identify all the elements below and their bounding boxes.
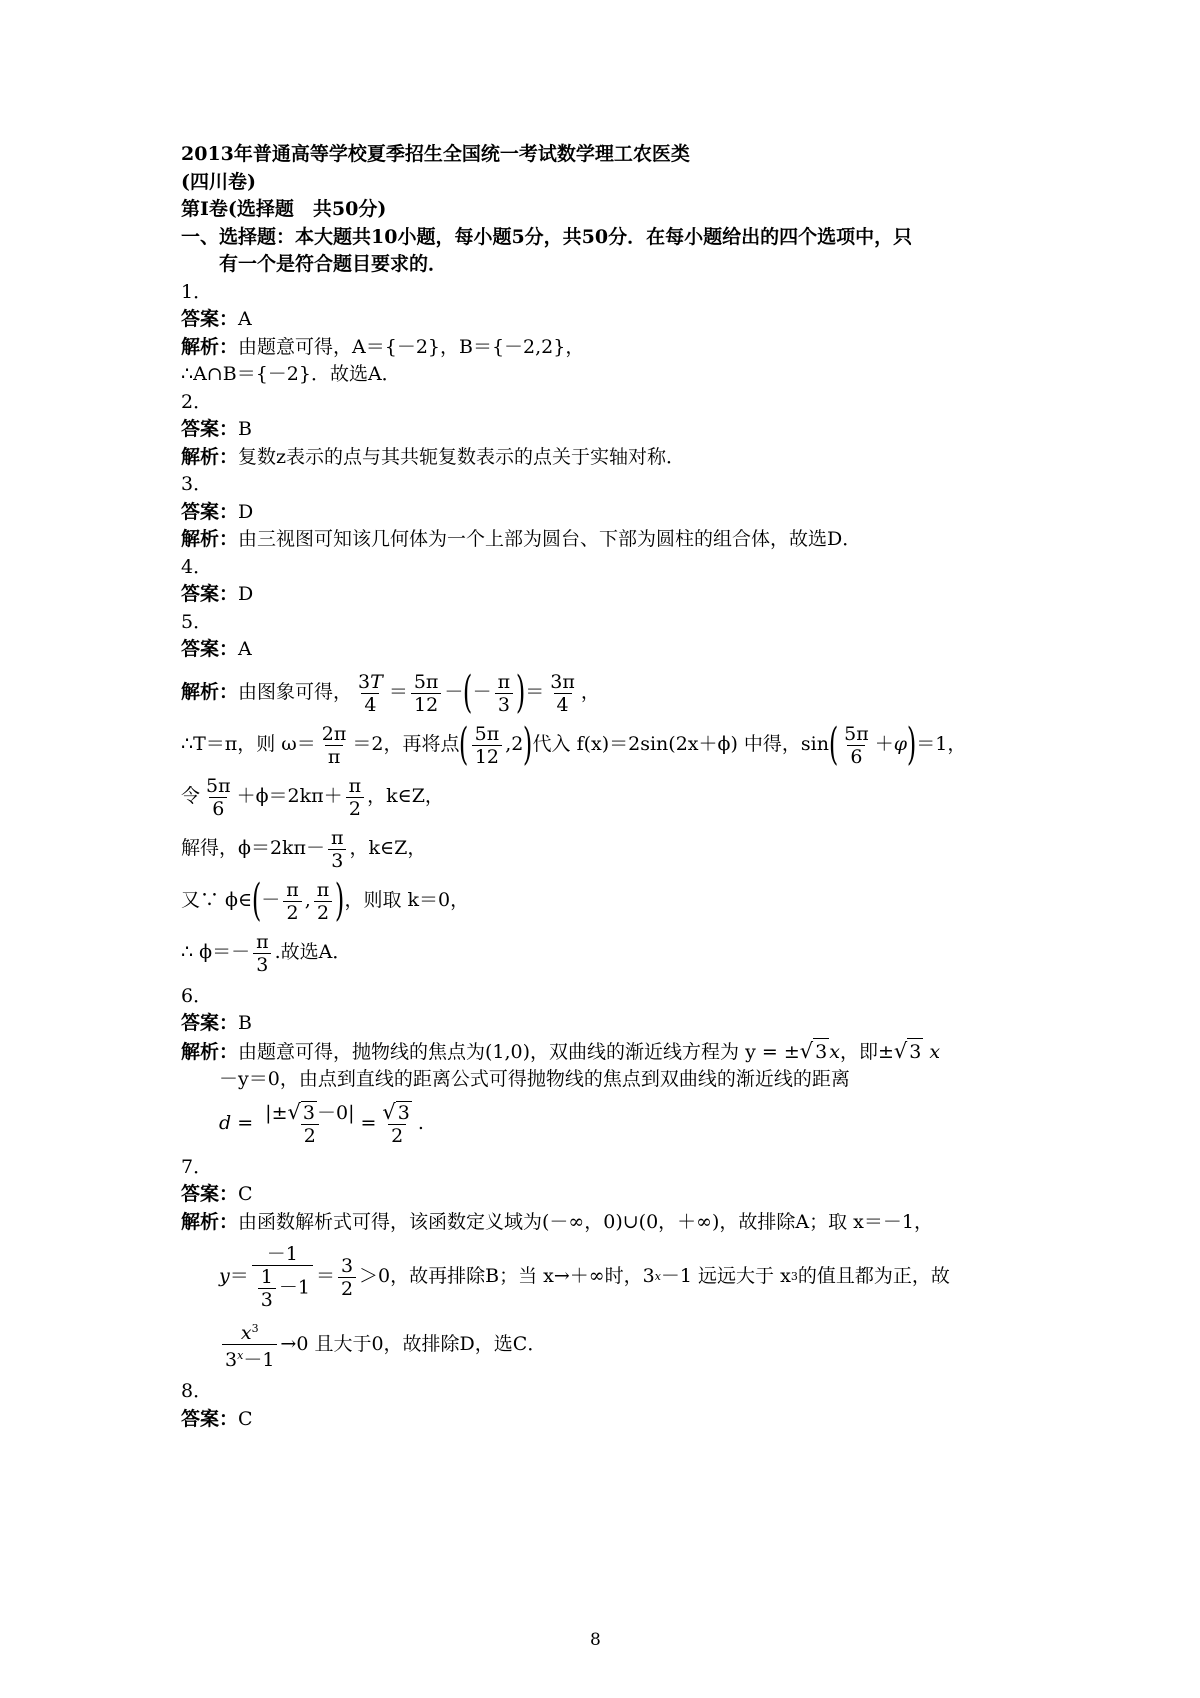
formula-line: y ＝ －1 $\frac{1}{3}$ －1 ＝ $\frac{3}{2}$ ＞0，故再排除B；当 x→＋∞时，3 x －1 远远大于 x 3 的值且都为正，故 [219, 1243, 950, 1311]
question-number: 2． [181, 390, 213, 413]
fraction: $\frac{3T}{4}$ [358, 670, 383, 716]
answer-line [181, 1010, 1031, 1038]
fraction: $\frac{5\pi}{12}$ [472, 723, 503, 768]
answer-value: D [238, 500, 254, 523]
fraction: $\frac{\pi}{2}$ [314, 879, 333, 924]
fraction: $\frac{3}{2}$ [338, 1255, 356, 1300]
answer-label: 答案： [181, 1012, 239, 1034]
question-number: 7． [181, 1155, 213, 1178]
fraction: $\frac{\pi}{2}$ [346, 775, 365, 820]
fraction: $\frac{5\pi}{12}$ [411, 671, 442, 716]
answer-line [181, 499, 1031, 527]
analysis-line: 解析：由题意可得，抛物线的焦点为(1,0)，双曲线的渐近线方程为 y = ±√ 3 x，即±√ 3 x [181, 1038, 1031, 1067]
analysis-label: 解析： [181, 528, 239, 550]
answer-value: C [238, 1407, 253, 1430]
answer-label: 答案： [181, 638, 239, 660]
fraction: $\frac{x^3}{3^x-1}$ [222, 1318, 277, 1371]
analysis-line [181, 444, 1031, 472]
fraction: $\frac{\pi}{3}$ [495, 671, 514, 716]
answer-label: 答案： [181, 500, 239, 523]
answer-line [181, 1181, 1031, 1209]
fraction: $\frac{\pi}{2}$ [283, 879, 302, 924]
analysis-text: 由三视图可知该几何体为一个上部为圆台、下部为圆柱的组合体，故选D． [238, 528, 862, 550]
formula-line: 解得，ϕ＝2kπ－ $\frac{\pi}{3}$ ，k∈Z， [181, 826, 427, 872]
exam-region: (四川卷) [181, 170, 256, 193]
formula-line: ∴T＝π，则 ω＝ $\frac{2\pi}{\pi}$ ＝2，再将点 ( $\frac{5\pi}{12}$ ,2 ) 代入 f(x)＝2sin(2x＋ϕ) 中得，sin ( $\frac{5\pi}{6}$ ＋φ ) ＝1， [181, 719, 967, 770]
question-number: 8． [181, 1380, 213, 1402]
fraction: $\frac{√ 3}{2}$ [382, 1099, 410, 1147]
answer-line [181, 581, 1031, 609]
answer-value: A [238, 308, 252, 330]
answer-label: 答案： [181, 1183, 239, 1205]
analysis-line [181, 334, 1031, 362]
question-number: 5． [181, 610, 213, 633]
question-number: 3． [181, 473, 213, 495]
answer-label: 答案： [181, 1407, 239, 1430]
fraction: $\frac{\pi}{3}$ [328, 827, 347, 872]
fraction: －1 $\frac{1}{3}$ －1 [252, 1243, 313, 1311]
formula-line: 又∵ ϕ∈ ( － $\frac{\pi}{2}$ , $\frac{\pi}{2}$ ) ，则取 k＝0， [181, 875, 470, 926]
answer-line [181, 306, 1031, 334]
formula-line: ∴ ϕ＝－ $\frac{\pi}{3}$ .故选A． [181, 930, 352, 976]
fraction: $\frac{\pi}{3}$ [253, 931, 272, 976]
answer-line [181, 416, 1031, 444]
question-number: 6． [181, 984, 213, 1007]
analysis-text: 复数z表示的点与其共轭复数表示的点关于实轴对称． [238, 445, 686, 468]
analysis-label: 解析： [181, 681, 239, 704]
answer-value: C [238, 1183, 253, 1205]
exam-title: 2013年普通高等学校夏季招生全国统一考试数学理工农医类 [181, 143, 690, 165]
answer-line [181, 1406, 1031, 1434]
section-heading: 一、选择题：本大题共10小题，每小题5分，共50分．在每小题给出的四个选项中，只 [181, 225, 913, 248]
answer-value: B [238, 418, 252, 440]
fraction: $\frac{3\pi}{4}$ [550, 670, 575, 716]
section-heading-cont: 有一个是符合题目要求的． [219, 253, 448, 275]
formula-line: 解析： 由图象可得， $\frac{3T}{4}$ ＝ $\frac{5\pi}{12}$ － ( － $\frac{\pi}{3}$ ) ＝ $\frac{3\pi}{4}$ ， [181, 667, 600, 718]
answer-label: 答案： [181, 418, 239, 440]
answer-value: A [238, 638, 252, 660]
answer-value: D [238, 583, 254, 605]
fraction: $\frac{5\pi}{6}$ [206, 774, 231, 820]
analysis-text: －y＝0，由点到直线的距离公式可得抛物线的焦点到双曲线的渐近线的距离 [219, 1068, 850, 1090]
page-number: 8 [590, 1630, 601, 1650]
solution-text [181, 141, 1031, 1433]
answer-line [181, 636, 1031, 664]
formula-line: d = $\frac{|\pm√ 3 -0|}{2}$ = $\frac{√ 3}{2}$ . [219, 1099, 424, 1147]
analysis-line: 解析：由函数解析式可得，该函数定义域为(－∞，0)∪(0，＋∞)，故排除A；取 x＝－1， [181, 1210, 933, 1233]
question-number: 4． [181, 555, 213, 578]
answer-value: B [238, 1012, 252, 1034]
volume-heading: 第Ⅰ卷(选择题 共50分) [181, 198, 387, 220]
answer-label: 答案： [181, 308, 239, 330]
answer-label: 答案： [181, 583, 239, 605]
question-number: 1． [181, 280, 213, 303]
analysis-text: 由题意可得，A＝{－2}，B＝{－2,2}， [238, 335, 585, 358]
formula-line: $\frac{x^3}{3^x-1}$ →0 且大于0，故排除D，选C． [181, 1318, 1031, 1371]
fraction: $\frac{5\pi}{6}$ [844, 722, 869, 768]
analysis-label: 解析： [181, 1210, 239, 1233]
formula-line: 令 $\frac{5\pi}{6}$ ＋ϕ＝2kπ＋ $\frac{\pi}{2}$ ，k∈Z， [181, 774, 444, 820]
analysis-label: 解析： [181, 445, 239, 468]
analysis-label: 解析： [181, 1040, 239, 1063]
analysis-line [181, 526, 1031, 554]
fraction: $\frac{2\pi}{\pi}$ [321, 722, 347, 768]
analysis-text: ∴A∩B＝{－2}．故选A． [181, 363, 401, 385]
fraction: $\frac{|\pm√ 3 -0|}{2}$ [265, 1099, 355, 1147]
analysis-label: 解析： [181, 335, 239, 358]
